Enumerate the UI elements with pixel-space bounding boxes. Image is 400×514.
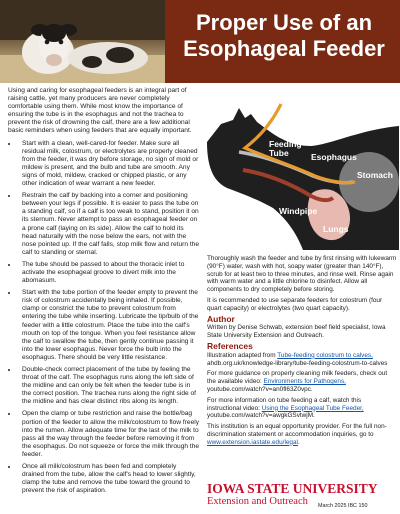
cleaning-paragraph: Thoroughly wash the feeder and tube by first rinsing with lukewarm (90°F) water, wash with hot, soapy water (greater than 140°F), scrub for at least two to three minutes, and rinse well. Rinse again with warm water and a little chlorine to disinfect. Allow all components to dry completely before storing. xyxy=(207,255,397,294)
references-heading: References xyxy=(207,340,253,351)
author-heading: Author xyxy=(207,313,235,324)
reference-2-prefix: For more guidance on properly cleaning milk feeders, check out the available video: xyxy=(207,370,388,386)
reference-2 xyxy=(207,370,397,393)
calf-photo xyxy=(0,0,165,83)
header xyxy=(0,0,400,83)
instruction-list xyxy=(8,140,200,496)
calf-anatomy-figure xyxy=(203,90,399,250)
instruction-item-2: • Restrain the calf by backing into a corner and positioning between your legs if possible. It is easier to pass the tube on a standing calf, so if a calf is too weak to stand, position it on its sternum. Never attempt to pass an esophageal feeder on a prone calf (laying on its side). Allow the calf to hold its head naturally with the nose below the ears, not with the nose pointed up. If the calf falls, stop milk flow and return the calf to standing or sternal. xyxy=(18,192,200,257)
left-column xyxy=(8,87,200,499)
label-feeding-tube-2: Tube xyxy=(269,148,289,158)
page-title xyxy=(170,10,398,62)
feeder-diagram xyxy=(203,90,399,250)
instruction-item-1: • Start with a clean, well-cared-for feeder. Make sure all residual milk, colostrum, or electrolytes are properly cleaned from the feeder, it was dry before storage, no sign of mold or mildew is present, and the bulb and tube are smooth. Any signs of mold, mildew, cracked or chipped plastic, or any other indication of wear warrant a new feeder. xyxy=(18,140,200,189)
reference-1-link[interactable]: Tube-feeding colostrum to calves, xyxy=(277,351,373,359)
reference-3-suffix: youtube.com/watch?v=awgkGSvtwjM. xyxy=(207,412,315,420)
label-windpipe: Windpipe xyxy=(279,206,318,216)
separate-feeders-paragraph: It is recommended to use separate feeders for colostrum (four quart capacity) or electrolytes (two quart capacity). xyxy=(207,296,383,312)
publication-code: March 2025 IBC 150 xyxy=(318,503,368,509)
reference-1-suffix: ahdb.org.uk/knowledge-library/tube-feeding-colostrum-to-calves xyxy=(207,359,388,367)
intro-paragraph: Using and caring for esophageal feeders is an integral part of raising cattle, yet many producers are never completely comfortable using them. While most know the importance of ensuring the tube is in the esophagus and not the trachea to prevent the risk of drowning the calf, there are a few additional basic reminders when using feeders that are equally important. xyxy=(8,87,192,135)
title-line-2: Esophageal Feeder xyxy=(183,36,385,61)
right-column xyxy=(207,255,397,450)
reference-3-link[interactable]: Using the Esophageal Tube Feeder, xyxy=(261,404,364,412)
calf-illustration xyxy=(0,0,165,83)
reference-1-prefix: Illustration adapted from xyxy=(207,351,278,359)
instruction-item-5: • Double-check correct placement of the tube by feeling the throat of the calf. The esophagus runs along the left side of the midline and can only be felt when the feeder tube is in the correct position. The trachea runs along the right side of the midline and has clear distinct ribs along its length. xyxy=(18,366,200,406)
reference-2-suffix: youtube.com/watch?v=an0fl63Z0vpc. xyxy=(207,385,313,393)
reference-4-link[interactable]: www.extension.iastate.edu/legal xyxy=(207,438,298,446)
reference-4 xyxy=(207,423,397,446)
reference-3-prefix: For more information on tube feeding a calf, watch this instructional video: xyxy=(207,396,362,412)
isu-logo-subtitle: Extension and Outreach xyxy=(207,496,308,507)
instruction-item-4: • Start with the tube portion of the feeder empty to prevent the risk of colostrum accidentally being inhaled. If possible, clamp or constrict the tube to prevent colostrum from entering the tube while inserting. Lubricate the tip/bulb of the feeder with a little colostrum. Place the tube into the calf's mouth on top of the tongue. When you feel resistance allow the calf to swallow the tube, then gently continue passing it into the lower esophagus. Never force the bulb into the esophagus. There should be very little resistance. xyxy=(18,289,200,362)
label-esophagus: Esophagus xyxy=(311,152,357,162)
label-stomach: Stomach xyxy=(357,170,393,180)
title-line-1: Proper Use of an xyxy=(195,10,373,35)
reference-2-link[interactable]: Environments for Pathogens, xyxy=(263,378,346,386)
author-paragraph: Written by Denise Schwab, extension beef field specialist, Iowa State University Extension and Outreach. xyxy=(207,324,386,340)
reference-4-prefix: This institution is an equal opportunity provider. For the full non-discrimination statement or accommodation inquiries, go to xyxy=(207,423,387,438)
instruction-item-7: • Once all milk/colostrum has been fed and completely drained from the tube, allow the calf's head to lower slightly, clamp the tube and remove the tube toward the ground to prevent the risk of aspiration. xyxy=(18,463,200,495)
reference-4-suffix: . xyxy=(297,438,300,446)
isu-logo-wordmark: IOWA STATE UNIVERSITY xyxy=(207,481,378,496)
label-lungs: Lungs xyxy=(323,224,349,234)
reference-1 xyxy=(207,352,397,368)
instruction-item-6: • Open the clamp or tube restriction and raise the bottle/bag portion of the feeder to allow the milk/colostrum to flow freely into the rumen. Allow adequate time for the last of the milk to pass all the way through the feeder before removing it from the esophagus. Do not squeeze or force the milk through the feeder. xyxy=(18,410,200,459)
instruction-item-3: • The tube should be passed to about the thoracic inlet to activate the esophageal groove to divert milk into the abomasum. xyxy=(18,261,200,285)
reference-3 xyxy=(207,397,397,420)
label-feeding-tube-1: Feeding xyxy=(269,139,302,149)
